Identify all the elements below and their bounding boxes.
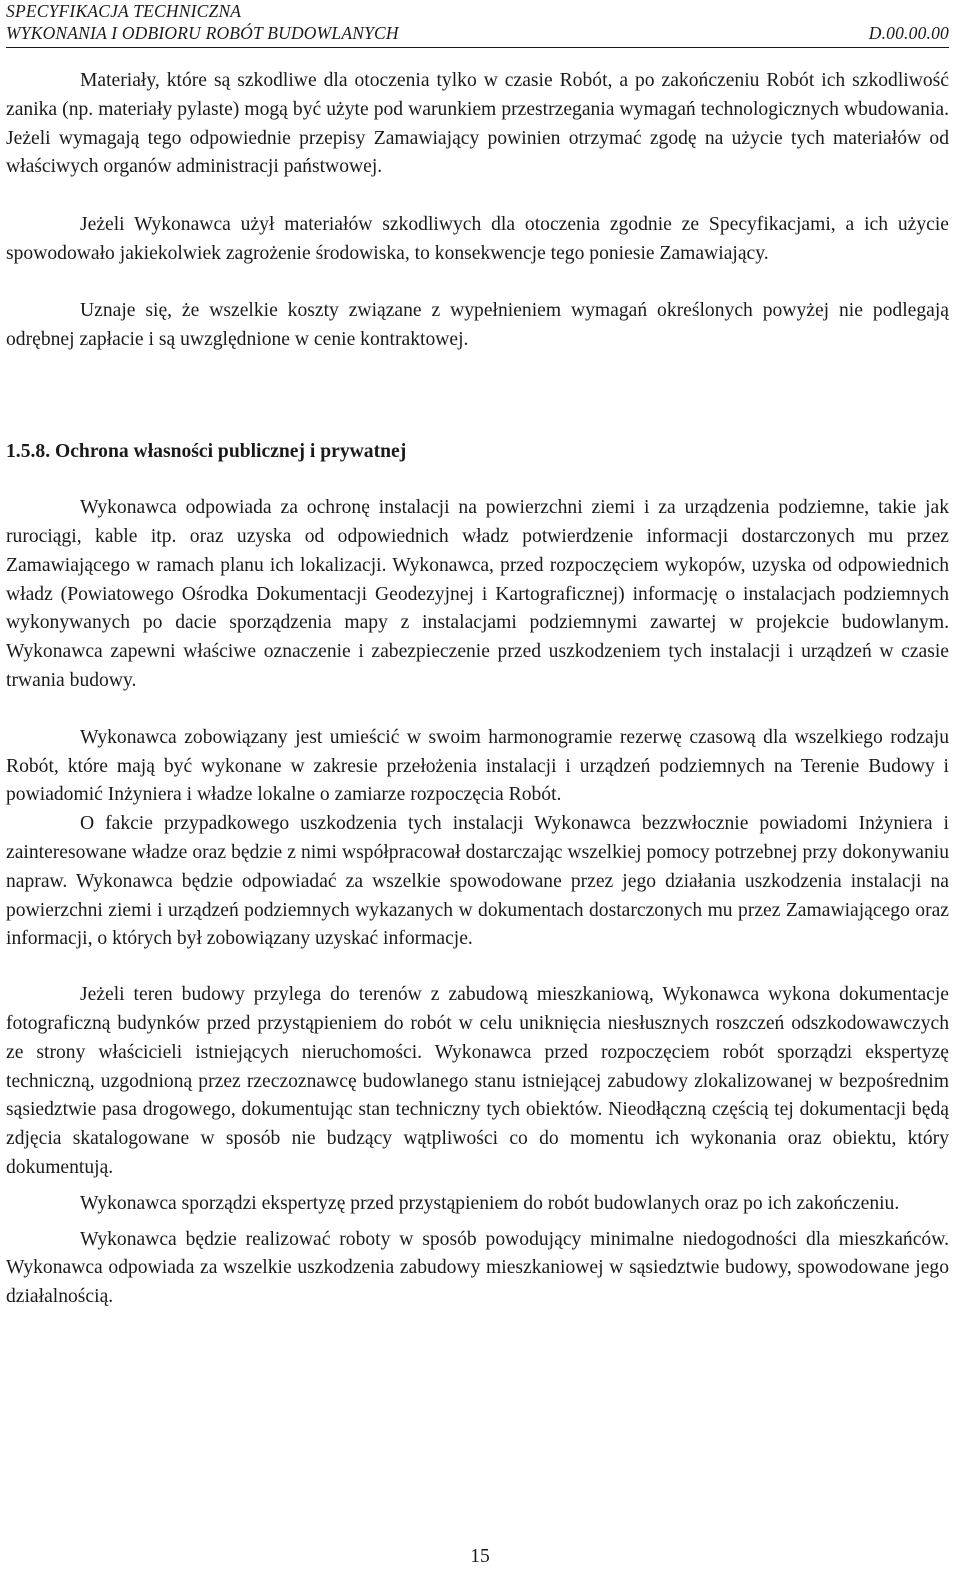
- paragraph-contractor-liability: Jeżeli Wykonawca użył materiałów szkodliwych dla otoczenia zgodnie ze Specyfikacjami, a ich użycie spowodowało jakiekolwiek zagrożenie środowiska, to konsekwencje tego poniesie Zamawiający.: [6, 214, 949, 264]
- spec-subtitle: WYKONANIA I ODBIORU ROBÓT BUDOWLANYCH: [6, 23, 399, 43]
- paragraph-costs: Uznaje się, że wszelkie koszty związane z wypełnieniem wymagań określonych powyżej nie podlegają odrębnej zapłacie i są uwzględnione w cenie kontraktowej.: [6, 299, 949, 350]
- paragraph-harmful-materials: Materiały, które są szkodliwe dla otoczenia tylko w czasie Robót, a po zakończeniu Robót ich szkodliwość zanika (np. materiały pylaste) mogą być użyte pod warunkiem przestrzegania wymagań technologicznych wbudowania. Jeżeli wymagają tego odpowiednie przepisy Zamawiający powinien otrzymać zgodę na użycie tych materiałów od właściwych organów administracji państwowej.: [6, 70, 949, 178]
- page-header: [6, 0, 949, 44]
- paragraph-photo-documentation: Jeżeli teren budowy przylega do terenów z zabudową mieszkaniową, Wykonawca wykona dokumentacje fotograficzną budynków przed przystąpieniem do robót w celu uniknięcia niesłusznych roszczeń odszkodowawczych ze strony właścicieli istniejących nieruchomości. Wykonawca przed rozpoczęciem robót sporządzi ekspertyzę techniczną, uzgodnioną przez rzeczoznawcę budowlanego stanu istniejącej zabudowy zlokalizowanej w bezpośrednim sąsiedztwie pasa drogowego, dokumentując stan techniczny tych obiektów. Nieodłączną częścią tej dokumentacji będą zdjęcia skatalogowane w sposób nie budzący wątpliwości co do momentu ich wykonania oraz obiektu, który dokumentują.: [6, 984, 949, 1178]
- spec-title: SPECYFIKACJA TECHNICZNA: [6, 1, 242, 21]
- header-row-title: [6, 0, 949, 22]
- paragraph-minimal-disruption: Wykonawca będzie realizować roboty w sposób powodujący minimalne niedogodności dla mieszkańców. Wykonawca odpowiada za wszelkie uszkodzenia zabudowy mieszkaniowej w sąsiedztwie budowy, spowodowane jego działalnością.: [6, 1228, 949, 1308]
- header-divider: [6, 47, 949, 48]
- header-row-subtitle: [6, 22, 949, 44]
- paragraph-expertise: Wykonawca sporządzi ekspertyzę przed przystąpieniem do robót budowlanych oraz po ich zakończeniu.: [80, 1192, 900, 1214]
- spec-code: D.00.00.00: [868, 23, 949, 43]
- paragraph-installations-protection: Wykonawca odpowiada za ochronę instalacji na powierzchni ziemi i za urządzenia podziemne, takie jak rurociągi, kable itp. oraz uzyska od odpowiednich władz potwierdzenie informacji dostarczonych mu przez Zamawiającego w ramach planu ich lokalizacji. Wykonawca, przed rozpoczęciem wykopów, uzyska od odpowiednich władz (Powiatowego Ośrodka Dokumentacji Geodezyjnej i Kartograficznej) informację o instalacjach podziemnych wykonywanych po dacie sporządzenia mapy z instalacjami podziemnymi zawartej w projekcie budowlanym. Wykonawca zapewni właściwe oznaczenie i zabezpieczenie przed uszkodzeniem tych instalacji i urządzeń w czasie trwania budowy.: [6, 497, 949, 691]
- page-number: 15: [470, 1546, 490, 1567]
- section-heading: 1.5.8. Ochrona własności publicznej i prywatnej: [6, 441, 407, 463]
- paragraph-schedule-reserve: Wykonawca zobowiązany jest umieścić w swoim harmonogramie rezerwę czasową dla wszelkiego rodzaju Robót, które mają być wykonane w zakresie przełożenia instalacji i urządzeń podziemnych na Terenie Budowy i powiadomić Inżyniera i władze lokalne o zamiarze rozpoczęcia Robót.: [6, 726, 949, 806]
- document-body: [6, 67, 949, 1312]
- paragraph-accidental-damage: O fakcie przypadkowego uszkodzenia tych instalacji Wykonawca bezzwłocznie powiadomi Inżyniera i zainteresowane władze oraz będzie z nimi współpracował dostarczając wszelkiej pomocy potrzebnej przy dokonywaniu napraw. Wykonawca będzie odpowiadać za wszelkie spowodowane przez jego działania uszkodzenia instalacji na powierzchni ziemi i urządzeń podziemnych wykazanych w dokumentach dostarczonych mu przez Zamawiającego oraz informacji, o których był zobowiązany uzyskać informacje.: [6, 813, 949, 950]
